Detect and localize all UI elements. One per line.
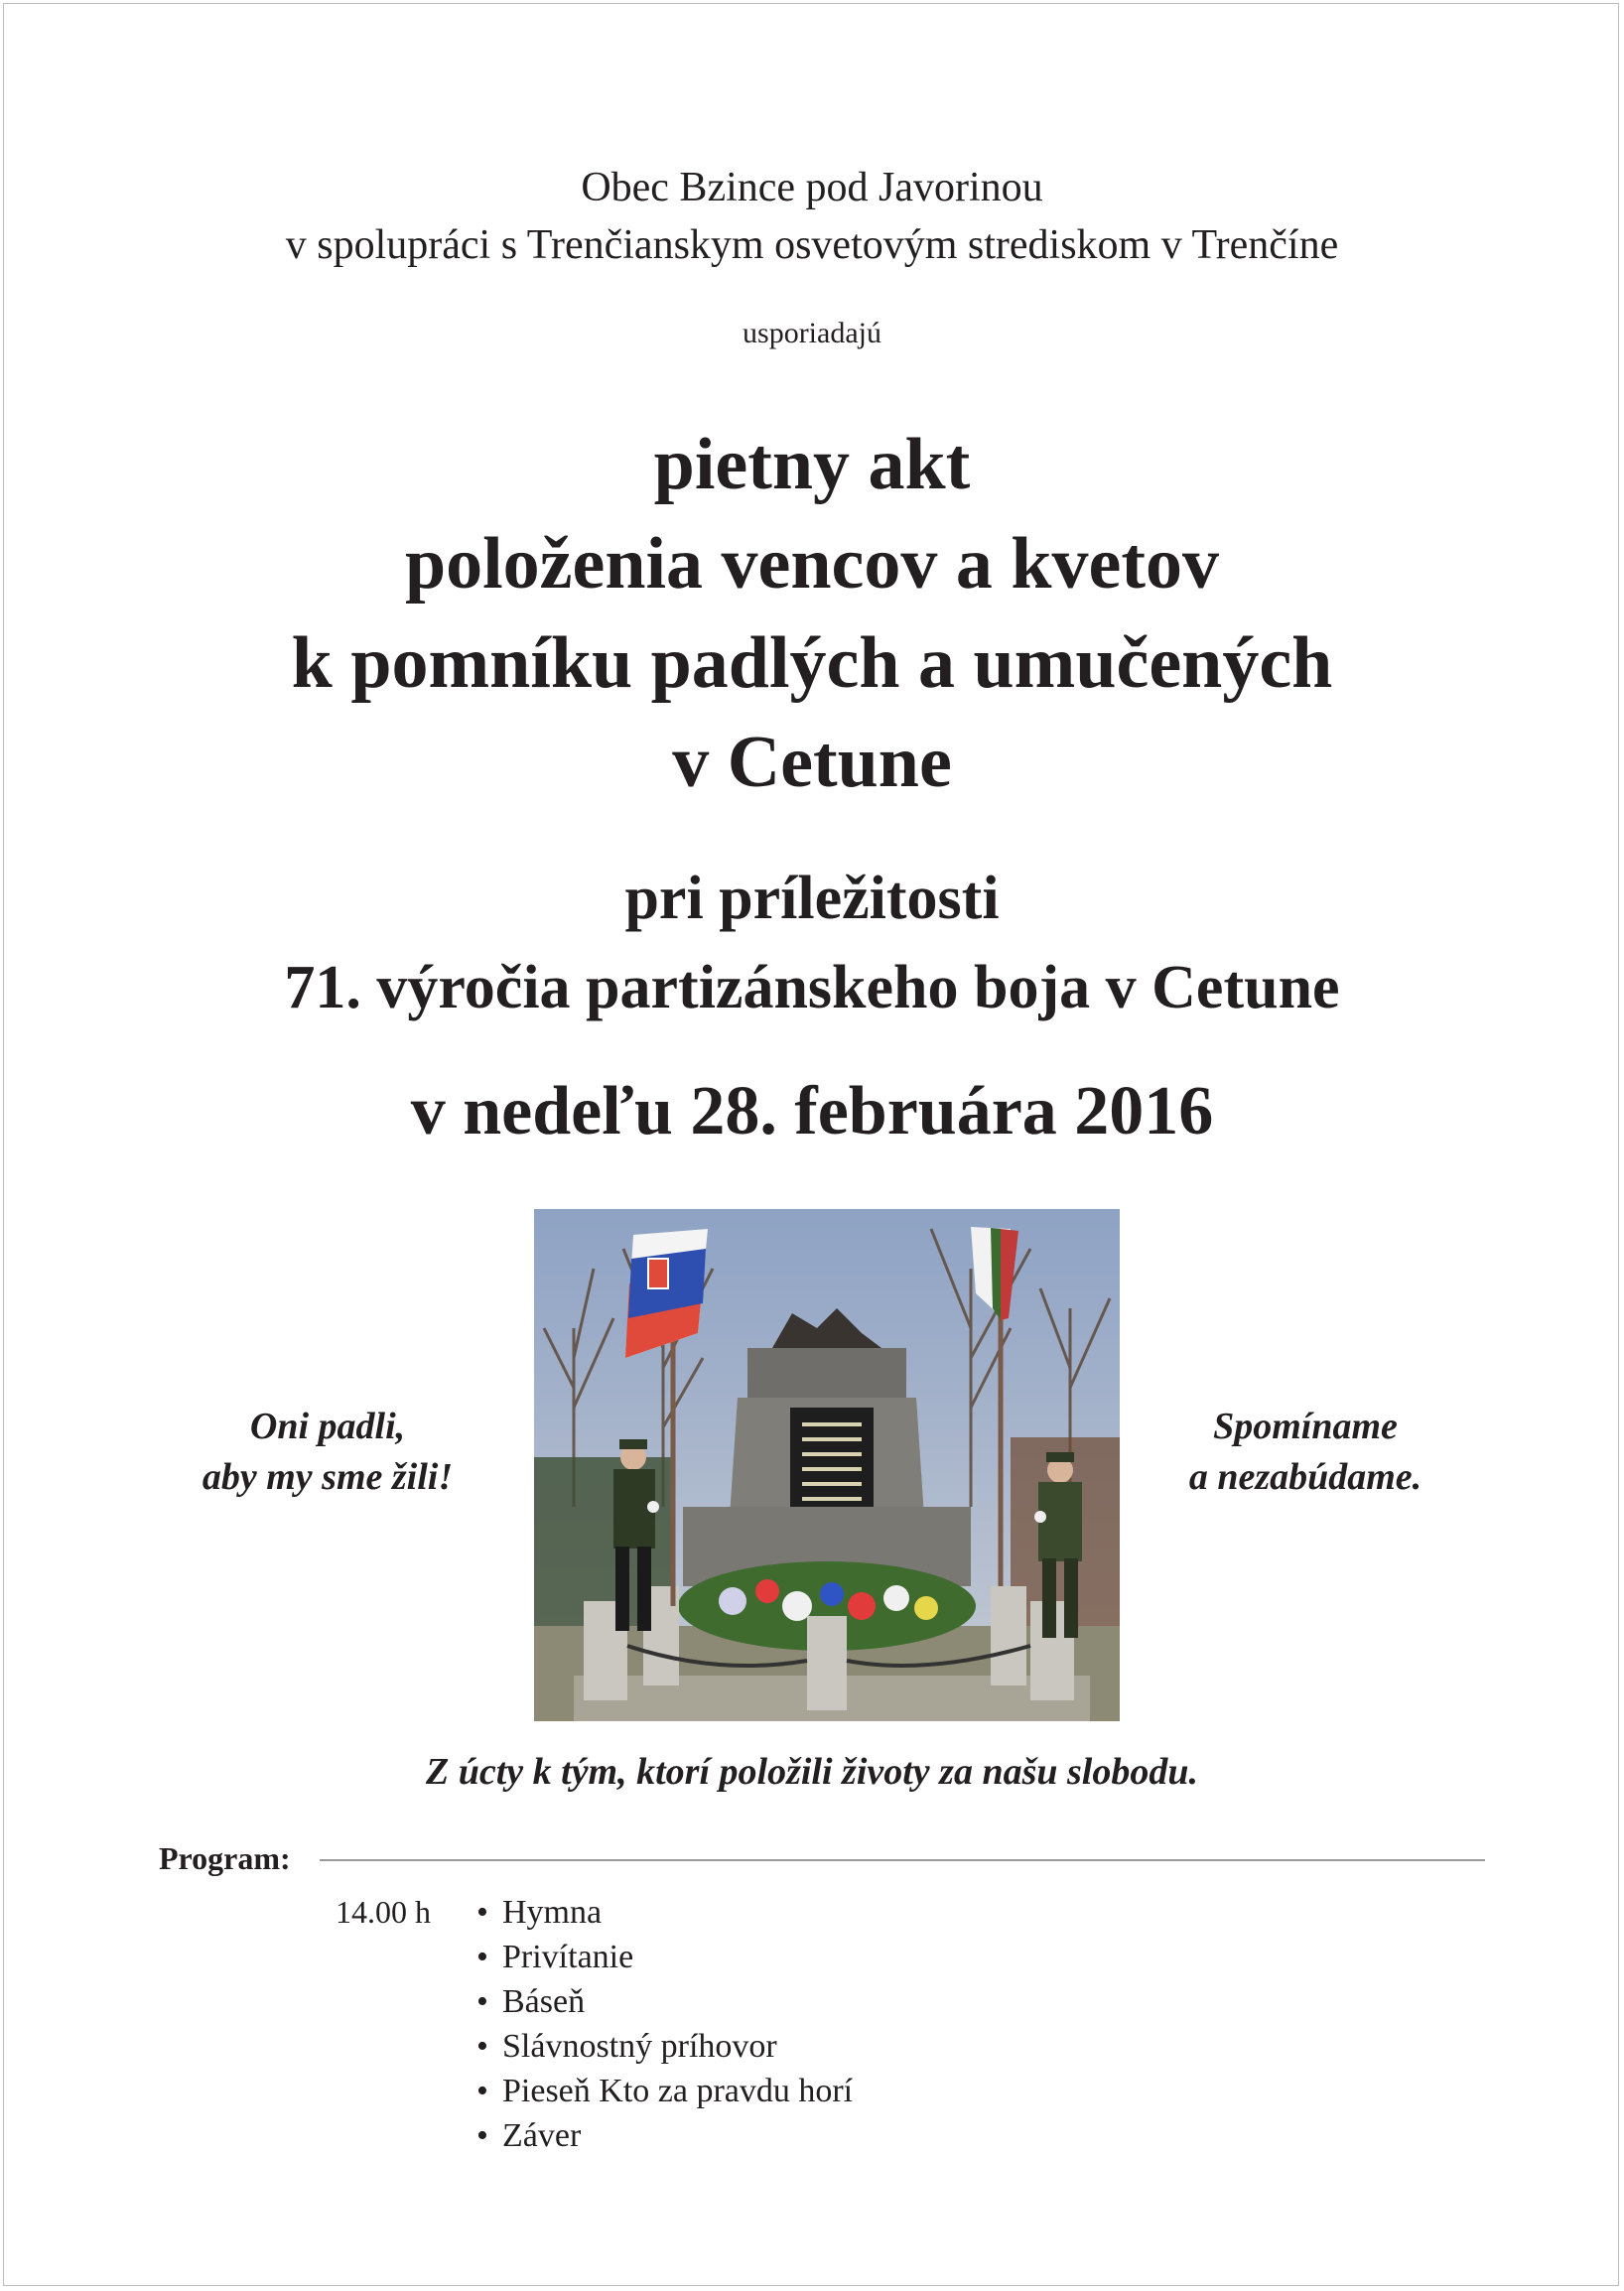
title-line-2: položenia vencov a kvetov	[404, 523, 1220, 605]
occasion-block	[0, 854, 1624, 1032]
program-list	[476, 1890, 853, 2158]
program-divider	[320, 1859, 1485, 1861]
organizer-line-1: Obec Bzince pod Javorinou	[581, 165, 1043, 210]
quote-left-line-1: Oni padli,	[249, 1406, 406, 1447]
occasion-line-1: pri príležitosti	[624, 865, 1000, 932]
organizer-block	[0, 159, 1624, 274]
quote-right-line-2: a nezabúdame.	[1188, 1456, 1422, 1498]
organizer-line-2: v spolupráci s Trenčianskym osvetovým strediskom v Trenčíne	[285, 222, 1339, 268]
program-item: • Záver	[476, 2113, 853, 2158]
title-line-4: v Cetune	[672, 722, 952, 803]
memorial-photo	[534, 1209, 1120, 1721]
quote-left	[159, 1402, 496, 1503]
event-date: v nedeľu 28. februára 2016	[410, 1073, 1214, 1149]
organize-verb: usporiadajú	[743, 317, 881, 349]
program-item: • Báseň	[476, 1979, 853, 2024]
program-item: • Privítanie	[476, 1935, 853, 1979]
occasion-line-2: 71. výročia partizánskeho boja v Cetune	[284, 954, 1340, 1021]
program-label: Program:	[159, 1840, 291, 1876]
quote-left-line-2: aby my sme žili!	[202, 1456, 454, 1498]
program-time: 14.00 h	[336, 1894, 431, 1930]
title-line-1: pietny akt	[653, 424, 971, 505]
program-item: • Hymna	[476, 1890, 853, 1935]
title-line-3: k pomníku padlých a umučených	[291, 622, 1333, 704]
quote-right-line-1: Spomíname	[1213, 1406, 1398, 1447]
quote-right	[1137, 1402, 1474, 1503]
dedication-text: Z úcty k tým, ktorí položili životy za našu slobodu.	[426, 1751, 1198, 1793]
program-item: • Pieseň Kto za pravdu horí	[476, 2069, 853, 2113]
program-item: • Slávnostný príhovor	[476, 2024, 853, 2069]
event-title	[0, 415, 1624, 812]
